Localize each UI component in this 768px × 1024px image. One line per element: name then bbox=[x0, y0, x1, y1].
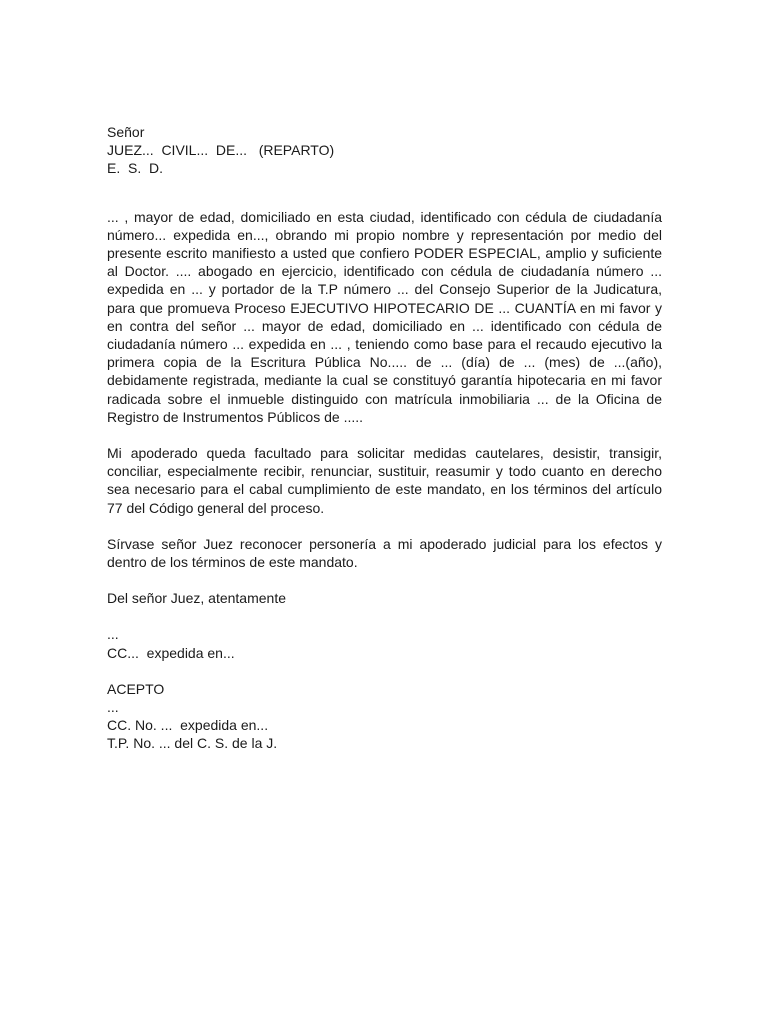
acceptance-block bbox=[107, 680, 662, 753]
addressee-block bbox=[107, 123, 662, 178]
signer-name: ... bbox=[107, 626, 119, 643]
farewell: Del señor Juez, atentamente bbox=[107, 590, 286, 607]
paragraph-request: Sírvase señor Juez reconocer personería a mi apoderado judicial para los efectos y dentro de los términos de este mandato. bbox=[107, 535, 662, 571]
acceptance-name: ... bbox=[107, 699, 119, 716]
salutation: Señor bbox=[107, 124, 145, 140]
esd-line: E. S. D. bbox=[107, 160, 164, 177]
acceptance-id: CC. No. ... expedida en... bbox=[107, 717, 269, 734]
acceptance-title: ACEPTO bbox=[107, 680, 165, 697]
document-page bbox=[107, 123, 662, 753]
closing-block bbox=[107, 589, 662, 662]
professional-card: T.P. No. ... del C. S. de la J. bbox=[107, 735, 278, 752]
signer-id: CC... expedida en... bbox=[107, 644, 235, 661]
paragraph-power-of-attorney: ... , mayor de edad, domiciliado en esta ciudad, identificado con cédula de ciudadanía número... expedida en..., obrando mi propio nombre y representación por medio del presente escrito manifiesto a usted que confiero PODER ESPECIAL, amplio y suficiente al Doctor. .... abogado en ejercicio, identificado con cédula de ciudadanía número ... expedida en ... y portador de la T.P número ... del Consejo Superior de la Judicatura, para que promueva Proceso EJECUTIVO HIPOTECARIO DE ... CUANTÍA en mi favor y en contra del señor ... mayor de edad, domiciliado en ... identificado con cédula de ciudadanía número ... expedida en ... , teniendo como base para el recaudo ejecutivo la primera copia de la Escritura Pública No..... de ... (día) de ... (mes) de ...(año), debidamente registrada, mediante la cual se constituyó garantía hipotecaria en mi favor radicada sobre el inmueble distinguido con matrícula inmobiliaria ... de la Oficina de Registro de Instrumentos Públicos de ..... bbox=[107, 208, 662, 425]
addressee: JUEZ... CIVIL... DE... (REPARTO) bbox=[107, 142, 335, 159]
paragraph-faculties: Mi apoderado queda facultado para solicitar medidas cautelares, desistir, transigir, conciliar, especialmente recibir, renunciar, sustituir, reasumir y todo cuanto en derecho sea necesario para el cabal cumplimiento de este mandato, en los términos del artículo 77 del Código general del proceso. bbox=[107, 445, 662, 516]
